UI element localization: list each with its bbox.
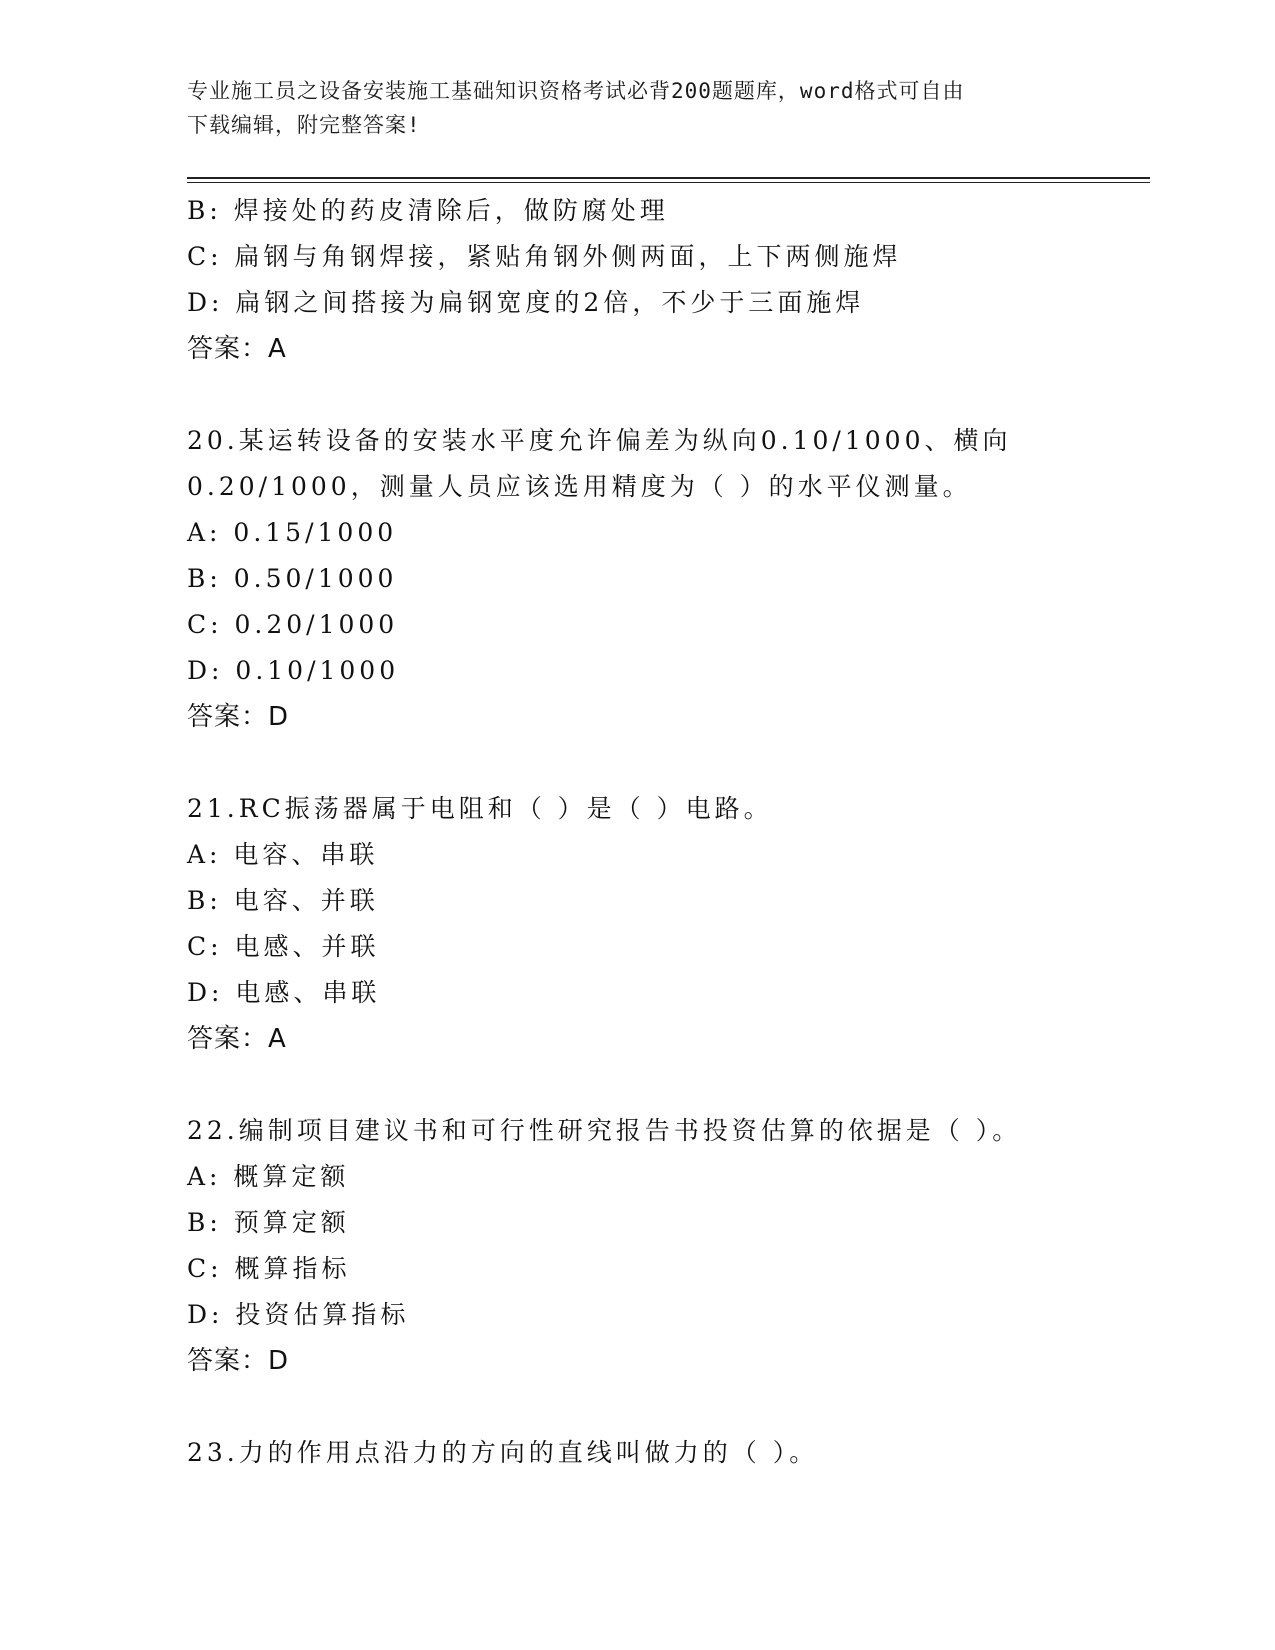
option-b: B: 预算定额 — [187, 1208, 350, 1237]
question-block-22 — [187, 1108, 1150, 1384]
answer-label: 答案：D — [187, 1346, 290, 1376]
option-b: B: 电容、并联 — [187, 886, 379, 915]
option-a: A: 电容、串联 — [187, 840, 379, 869]
option-c: C: 0.20/1000 — [187, 610, 399, 639]
option-d: D: 0.10/1000 — [187, 656, 400, 685]
question-block-23 — [187, 1430, 1150, 1476]
answer-label: 答案：A — [187, 334, 287, 364]
answer-label: 答案：A — [187, 1024, 287, 1054]
question-text: 23.力的作用点沿力的方向的直线叫做力的（ ）。 — [187, 1438, 819, 1467]
header-divider-thin — [187, 182, 1150, 183]
option-a: A: 概算定额 — [187, 1162, 350, 1191]
question-block-19 — [187, 188, 1150, 372]
option-b: B: 焊接处的药皮清除后，做防腐处理 — [187, 196, 669, 225]
answer-label: 答案：D — [187, 702, 290, 732]
option-c: C: 扁钢与角钢焊接，紧贴角钢外侧两面，上下两侧施焊 — [187, 242, 902, 271]
question-text: 0.20/1000，测量人员应该选用精度为（ ）的水平仪测量。 — [187, 472, 972, 501]
spacer — [187, 372, 1150, 418]
spacer — [187, 1062, 1150, 1108]
option-d: D: 电感、串联 — [187, 978, 381, 1007]
question-text: 22.编制项目建议书和可行性研究报告书投资估算的依据是（ ）。 — [187, 1116, 1022, 1145]
question-list — [187, 188, 1150, 1476]
question-block-21 — [187, 786, 1150, 1062]
option-b: B: 0.50/1000 — [187, 564, 398, 593]
spacer — [187, 740, 1150, 786]
document-header — [187, 74, 1067, 142]
option-a: A: 0.15/1000 — [187, 518, 398, 547]
header-line-2: 下载编辑，附完整答案! — [187, 113, 421, 137]
question-text: 21.RC振荡器属于电阻和（ ）是（ ）电路。 — [187, 794, 773, 823]
option-d: D: 投资估算指标 — [187, 1300, 410, 1329]
header-divider-thick — [187, 177, 1150, 179]
question-text: 20.某运转设备的安装水平度允许偏差为纵向0.10/1000、横向 — [187, 426, 1012, 455]
spacer — [187, 1384, 1150, 1430]
option-c: C: 概算指标 — [187, 1254, 351, 1283]
header-line-1: 专业施工员之设备安装施工基础知识资格考试必背200题题库，word格式可自由 — [187, 79, 965, 103]
option-d: D: 扁钢之间搭接为扁钢宽度的2倍，不少于三面施焊 — [187, 288, 865, 317]
question-block-20 — [187, 418, 1150, 740]
option-c: C: 电感、并联 — [187, 932, 380, 961]
